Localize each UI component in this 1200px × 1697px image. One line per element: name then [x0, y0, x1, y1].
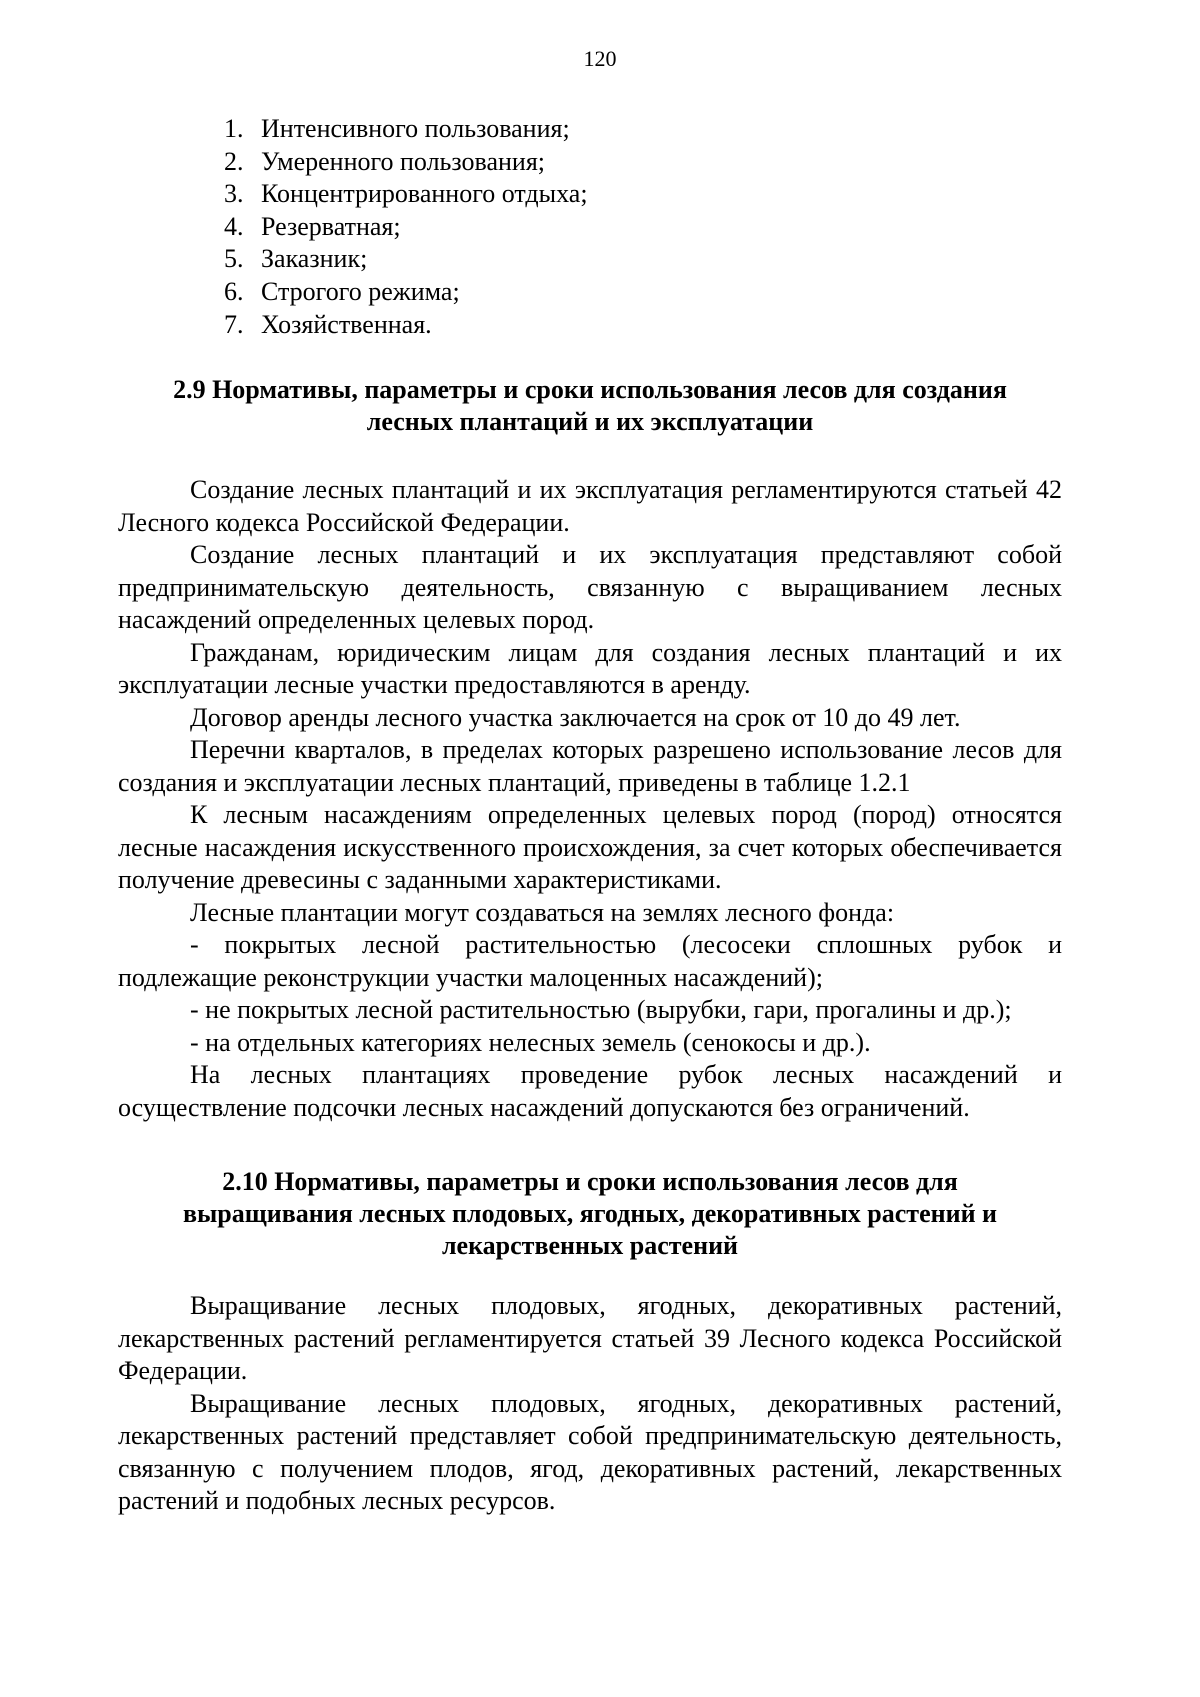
list-item-number: 1.	[224, 114, 244, 143]
paragraph: К лесным насаждениям определенных целевых пород (пород) относятся лесные насаждения искусственного происхождения, за счет которых обеспечивается получение древесины с заданными характеристиками.	[118, 800, 1062, 894]
list-item-number: 7.	[224, 309, 244, 339]
heading-line: выращивания лесных плодовых, ягодных, декоративных растений и	[182, 1199, 998, 1228]
paragraph: Гражданам, юридическим лицам для создания лесных плантаций и их эксплуатации лесные участки предоставляются в аренду.	[118, 637, 1062, 699]
list-item-text: Умеренного пользования;	[261, 146, 546, 176]
list-item-number: 6.	[224, 276, 244, 306]
section-2-10-heading	[118, 1166, 1062, 1262]
list-item	[224, 211, 824, 244]
paragraph: Лесные плантации могут создаваться на землях лесного фонда:	[190, 897, 895, 927]
paragraph: Создание лесных плантаций и их эксплуатация представляют собой предпринимательскую деятельность, связанную с выращиванием лесных насаждений определенных целевых пород.	[118, 540, 1062, 634]
list-item-text: Хозяйственная.	[261, 309, 432, 339]
list-item	[224, 243, 824, 276]
paragraph: Создание лесных плантаций и их эксплуатация регламентируются статьей 42 Лесного кодекса Российской Федерации.	[118, 475, 1062, 537]
list-item-text: Строгого режима;	[261, 276, 460, 306]
list-item-text: Концентрированного отдыха;	[261, 179, 588, 209]
section-2-9-body	[118, 474, 1062, 1124]
list-item-number: 4.	[224, 211, 244, 241]
heading-line: лекарственных растений	[441, 1231, 739, 1260]
heading-line: лесных плантаций и их эксплуатации	[366, 407, 814, 436]
list-item-text: Заказник;	[261, 244, 368, 274]
list-item-text: Интенсивного пользования;	[261, 114, 570, 143]
list-item	[224, 113, 824, 146]
paragraph: Выращивание лесных плодовых, ягодных, декоративных растений, лекарственных растений регламентируется статьей 39 Лесного кодекса Российской Федерации.	[118, 1291, 1062, 1385]
paragraph: - покрытых лесной растительностью (лесосеки сплошных рубок и подлежащие реконструкции участки малоценных насаждений);	[118, 930, 1062, 992]
paragraph: Перечни кварталов, в пределах которых разрешено использование лесов для создания и эксплуатации лесных плантаций, приведены в таблице 1.2.1	[118, 735, 1062, 797]
list-item-number: 5.	[224, 244, 244, 274]
list-item-text: Резерватная;	[261, 211, 401, 241]
section-2-10-body	[118, 1290, 1062, 1518]
page-number: 120	[583, 46, 617, 71]
paragraph: Выращивание лесных плодовых, ягодных, декоративных растений, лекарственных растений представляет собой предпринимательскую деятельность, связанную с получением плодов, ягод, декоративных растений, лекарственных растений и подобных лесных ресурсов.	[118, 1388, 1062, 1515]
list-item	[224, 309, 824, 342]
paragraph: - на отдельных категориях нелесных земель (сенокосы и др.).	[190, 1027, 871, 1057]
heading-line: 2.10 Нормативы, параметры и сроки использования лесов для	[222, 1167, 958, 1196]
heading-line: 2.9 Нормативы, параметры и сроки использования лесов для создания	[173, 375, 1007, 404]
list-item	[224, 146, 824, 179]
paragraph: - не покрытых лесной растительностью (вырубки, гари, прогалины и др.);	[190, 995, 1012, 1024]
list-item-number: 2.	[224, 146, 244, 176]
paragraph: Договор аренды лесного участка заключается на срок от 10 до 49 лет.	[190, 702, 961, 732]
list-item	[224, 276, 824, 309]
list-item	[224, 178, 824, 211]
paragraph: На лесных плантациях проведение рубок лесных насаждений и осуществление подсочки лесных насаждений допускаются без ограничений.	[118, 1060, 1062, 1122]
zones-list	[224, 113, 824, 341]
section-2-9-heading	[118, 374, 1062, 438]
list-item-number: 3.	[224, 179, 244, 209]
